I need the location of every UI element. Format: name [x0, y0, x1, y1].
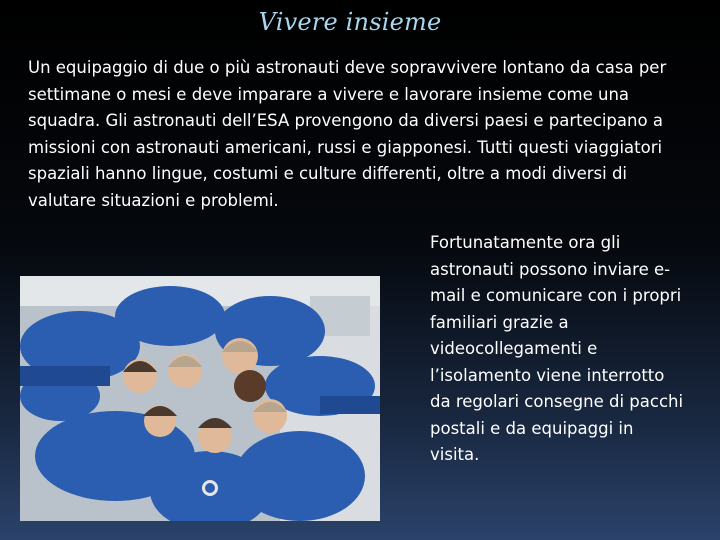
crew-photo [20, 276, 380, 521]
intro-paragraph: Un equipaggio di due o più astronauti deve sopravvivere lontano da casa per settimane o mesi e deve imparare a vivere e lavorare insieme come una squadra. Gli astronauti dell’ESA provengono da diversi paesi e partecipano a missioni con astronauti americani, russi e giapponesi. Tutti questi viaggiatori spaziali hanno lingue, costumi e culture differenti, oltre a modi diversi di valutare situazioni e problemi. [28, 58, 667, 210]
side-paragraph: Fortunatamente ora gli astronauti possono inviare e-mail e comunicare con i propri familiari grazie a videocollegamenti e l’isolamento viene interrotto da regolari consegne di pacchi postali e da equipaggi in visita. [430, 233, 684, 464]
slide-title: Vivere insieme [258, 8, 442, 36]
crew-photo-illustration [20, 276, 380, 521]
